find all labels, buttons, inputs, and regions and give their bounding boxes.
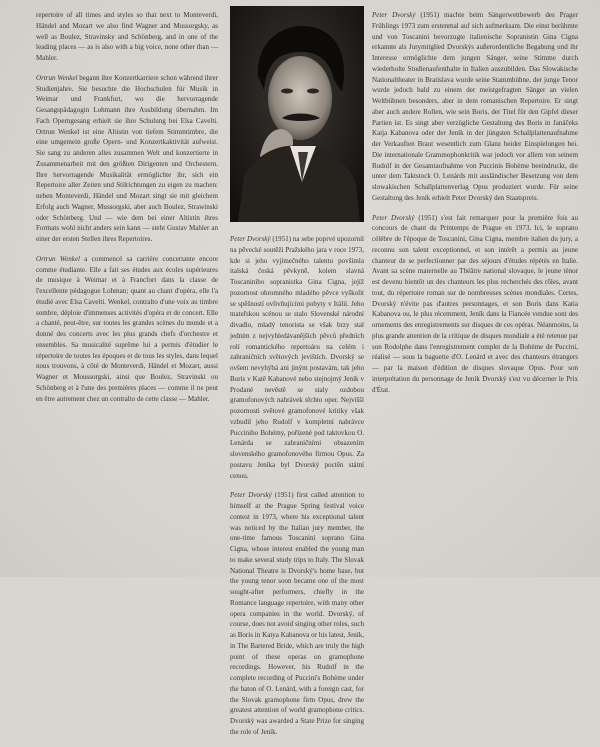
- lead-name: Peter Dvorský: [230, 491, 272, 500]
- paragraph-french-dvorsky: [372, 213, 578, 396]
- paragraph-czech-dvorsky: [230, 234, 364, 481]
- lead-name: Peter Dvorský: [372, 213, 415, 222]
- text-column-middle: [230, 234, 364, 747]
- paragraph-body: (1951) na sebe poprvé upozornil na pěvecké soutěži Pražského jara v roce 1973, kde si jeho vyjímečného talentu povšimla italská česká pěvkyně, kolem slavná Toscaniniho sopranistka Gina Cigna, jejíž pozornost ohromného mladého pěvce vyškolit se spěšností ovlivňujícími pobyty v Itálii. Jeho mateřskou scénou se stalo Slovenské národní divadlo, mladý tenorista se však brzy stal jedním z nejvyhledávanějších pěvců předních rolí romantického repertoáru na celém i zahraničních světových jevištích. Dvorský se ovšem nevyhýbá ani jiným postavám, tak jeho Boris v Katě Kabanové nebo stejnojmý Jeník v Prodané nevěstě se staly ozdobou gramofonových nahrávek těchto oper. Nejvíšší pozornosti světové gramofonové kritiky však vzbudil jeho Rudolf v kompletní nahrávce Pucciniho Bohémy, pořízené pod taktovkou O. Lenárda se zahraničními obsazením slovenského gramofonového firmou Opus. Za postavu Jeníka byl Dvorský poctěn státní cenou.: [230, 235, 364, 480]
- paragraph-body: (1951) machte beim Sängerwettbewerb des Prager Frühlings 1973 zum erstenmal auf sich aufmerksam. Die einst berühmte und von Toscanini bevorzugte italienische Sopranistin Gina Cigna erkannte als Jurymitglied Dvorskýs außerordentliche Begabung und ihr Interesse ermöglichte dem jungen Sänger, seine Stimme durch wiederholte Studienaufenthalte in Italien auszubilden. Das Slowakische Nationaltheater in Bratislava wurde seine Stammbühne, der junge Tenor wurde jedoch bald zu einem der meistgefragten Sänger an vielen Weltbühnen besonders, aber in dem romanischen Repertoire. Er singt aber auch andere Rollen, wie sein Boris, der Titel für den Gipfel dieser Partien ist. Es singt aber verzügliche Gestaltung des Boris in Janáčeks Katja Kabanova oder der Jeník in der jüngsten Schallplattenaufnahme der Verkauften Braut wesentlich zum Glanz beider Einspielungen bei. Die internationale Grammophonkritik war jedoch vor allem von seinem Rudolf in der Gesamtaufnahme von Puccinis Bohème beeindruckt, die unter dem Taktstock O. Lenárds mit ausländischer Besetzung von dem slowakischen Schallplattenverlag Opus produziert wurde. Für seine Gestaltung des Jeník erhielt Peter Dvorský den Staatspreis.: [372, 11, 578, 202]
- lead-name: Ortrun Wenkel: [36, 73, 78, 82]
- lead-name: Peter Dvorský: [372, 11, 416, 19]
- lead-name: Peter Dvorský: [230, 235, 271, 243]
- paragraph-english-dvorsky: [230, 490, 364, 737]
- text-column-right: [372, 10, 578, 404]
- paragraph-german-wenkel: [36, 73, 218, 245]
- paragraph-german-dvorsky: [372, 10, 578, 204]
- lead-name: Ortrun Wenkel: [36, 254, 80, 263]
- paragraph-body: (1951) s'est fait remarquer pour la première fois au concours de chant du Printemps de Prague en 1973. Ici, le soprano célèbre de l'époque de Toscanini, Gina Cigna, membre italien du jury, a reconnu son talent exceptionnel, et son intérêt a permis au jeune chanteur de se perfectionner par des séjours d'études répétés en Italie. Avant sa scène maternelle au Théâtre national slovaque, le jeune ténor est devenu bientôt un des chanteurs les plus recherchés des rôles, avant tout, du répertoire roman sur de nombreuses scènes mondiales. Certes, Dvorský n'évite pas d'autres personnages, et son Boris dans Katia Kabanova ou, le plus récemment, Jeník dans la Fiancée vendue sont des ornements des enregistrements sur disques de ces opéras. Néanmoins, la plus grande attention de la critique de disques mondiale a été retenue par son Rodolphe dans l'enregistrement complet de la Bohème de Puccini, réalisé — sous la baguette d'O. Lenárd et avec des chanteurs étrangers — par la maison d'édition de disques slovaque Opus. Pour son interprétation du personnage de Jeník Dvorský s'est vu décerner le Prix d'État.: [372, 213, 578, 394]
- paragraph-body: a commencé sa carrière concertante encore comme étudiante. Elle a fait ses études aux écoles supérieures de musique à Weimar et à Francfort dans la classe de l'excellente pédagogue Lohman; quant au chant d'opéra, elle l'a étudié avec Elsa Cavelti. Wenkel, contralto d'une voix au timbre sombre, déploie d'immenses activités d'opéra et de concert. Elle a chanté, peut-être, sur toutes les grandes scènes du monde et a donné des concerts avec les plus grands chefs d'orchestre et ensembles. Sa musicalité suprême lui a permis d'étudier le répertoire de toutes les époques et de tous les styles, dans lequel nous trouvons, à côté de Monteverdi, Händel et Mozart, aussi Wagner et Moussorgski, ainsi que Boulez, Stravinski ou Schönberg et à l'une des premières places — comme il ne peut en être autrement chez un contralto de cette classe — Mahler.: [36, 254, 218, 403]
- paragraph-french-wenkel: [36, 254, 218, 405]
- text-column-left: [36, 10, 218, 413]
- portrait-photo: [230, 6, 364, 222]
- paragraph-body: begann ihre Konzertkarriere schon während ihrer Studienjahre. Sie besuchte die Hochschulen für Musik in Weimar und Frankfurt, wo die hervorragende Gesangspädagogin Lohmann ihre Ausbildung übernahm. Im Fach Operngesang erhielt sie ihre Schulung bei Elsa Cavelti. Ortrun Wenkel ist eine Altistin von tiefem Stimmtimbre, die eine umgemein große Opern- und Konzertkaktivität aufweist. Sie sang zu anderen alles zusammen Welt und konzertierte in Zusammenarbeit mit den größten Dirigenten und Orchestern. Ihre hervorragende Musikalität ermöglichte ihr, sich ein Repertoire aller Zeiten und Stilrichtungen zu eigen zu machen: neben Monteverdi, Händel und Mozart singt sie mit gleichem Erfolg auch Wagner, Mussorgski, aber auch Boulez, Strawinski oder Schönberg. Und — wie dem bei einer Altistin ihres Formats wohl nicht anders sein kann — steht Gustav Mahler an einer der ersten Stellen ihres Repertoires.: [36, 73, 219, 243]
- paragraph-english-end: repertoire of all times and styles so that next to Monteverdi, Händel and Mozart we also find Wagner and Mussorgsky, as well as Boulez, Stravinsky and Schönberg, and in one of the leading places — as is also with a big voice, none other than — Mahler.: [36, 11, 218, 62]
- paragraph-body: (1951) first called attention to himself at the Prague Spring festival voice contest in 1973, where his exceptional talent was noticed by the Italian jury member, the one-time famous Toscanini soprano Gina Cigna, whose interest enabled the young man to make several study trips to Italy. The Slovak National Theatre is Dvorský's home base, but the young tenor soon became one of the most sought-after performers, chiefly in the Romance language repertoire, with many other opera companies in the world. Dvorský, of course, does not avoid singing other roles, such as Boris in Katya Kabanova or his latest, Jeník, in The Bartered Bride, which are truly the high point of these operas on gramophone recordings. However, his Rudolf in the complete recording of Puccini's Bohème under the baton of O. Lenárd, with a foreign cast, for the Slovak gramophone firm Opus, drew the greatest attention of world gramophone critics. Dvorský was awarded a State Prize for singing the role of Jeník.: [230, 491, 364, 736]
